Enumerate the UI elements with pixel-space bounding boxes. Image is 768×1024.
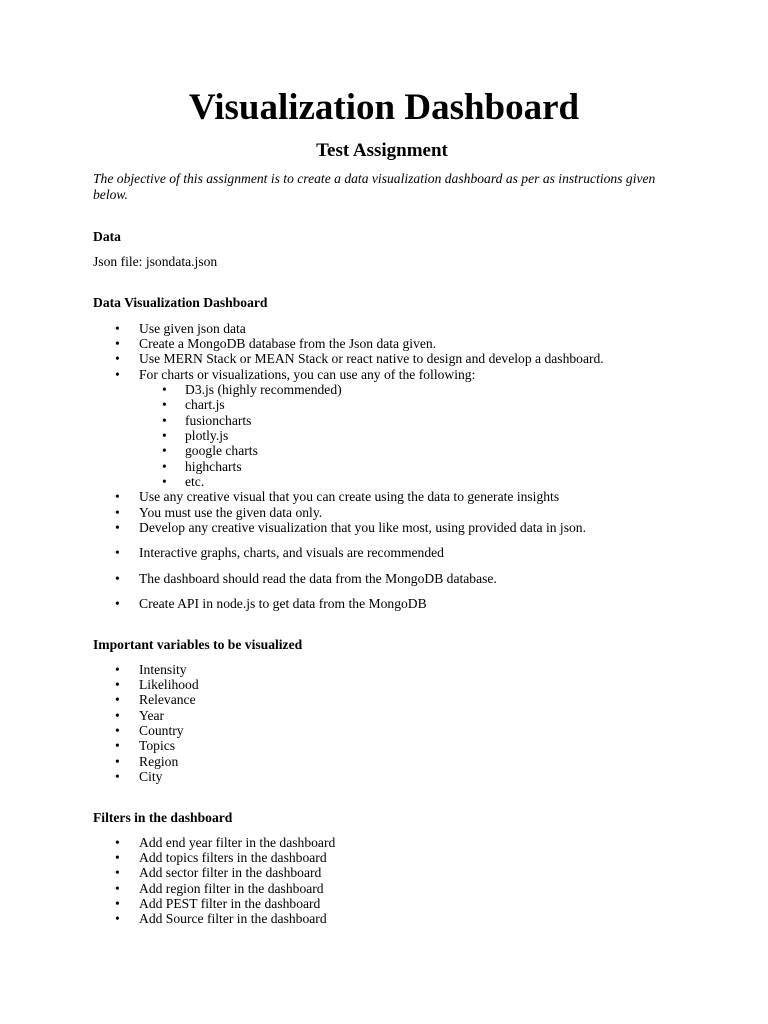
- variable-list-item: • Topics: [139, 738, 175, 754]
- chart-library-item: • etc.: [185, 474, 204, 490]
- filter-list-item: • Add sector filter in the dashboard: [139, 865, 321, 881]
- objective-text: The objective of this assignment is to create a data visualization dashboard as per as instructions given below.: [93, 171, 656, 202]
- chart-library-item: • fusioncharts: [185, 413, 251, 429]
- chart-library-item: • chart.js: [185, 397, 225, 413]
- filter-list-item: • Add Source filter in the dashboard: [139, 911, 327, 927]
- document-subtitle: Test Assignment: [316, 140, 448, 161]
- document-title: Visualization Dashboard: [188, 87, 580, 128]
- dashboard-list-item: • Interactive graphs, charts, and visuals are recommended: [139, 545, 444, 561]
- dashboard-list-item: • You must use the given data only.: [139, 505, 322, 521]
- dashboard-list-item: • Create a MongoDB database from the Json data given.: [139, 336, 436, 352]
- dashboard-list-item: • Use any creative visual that you can create using the data to generate insights: [139, 489, 559, 505]
- chart-library-item: • plotly.js: [185, 428, 228, 444]
- chart-library-item: • google charts: [185, 443, 258, 459]
- variable-list-item: • Region: [139, 754, 178, 770]
- variable-list-item: • City: [139, 769, 162, 785]
- data-heading: Data: [93, 229, 121, 244]
- dashboard-list-item: • Develop any creative visualization that you like most, using provided data in json.: [139, 520, 586, 536]
- dashboard-list-item: • Use MERN Stack or MEAN Stack or react native to design and develop a dashboard.: [139, 351, 604, 367]
- variable-list-item: • Likelihood: [139, 677, 199, 693]
- filter-list-item: • Add end year filter in the dashboard: [139, 835, 335, 851]
- json-file-text: Json file: jsondata.json: [93, 254, 218, 269]
- chart-library-item: • D3.js (highly recommended): [185, 382, 342, 398]
- variable-list-item: • Country: [139, 723, 184, 739]
- variables-heading: Important variables to be visualized: [93, 637, 303, 652]
- filter-list-item: • Add topics filters in the dashboard: [139, 850, 327, 866]
- variable-list-item: • Relevance: [139, 692, 196, 708]
- dashboard-list-item: • Use given json data: [139, 321, 246, 337]
- variable-list-item: • Intensity: [139, 662, 187, 678]
- dashboard-list-item: • The dashboard should read the data from the MongoDB database.: [139, 571, 497, 587]
- variable-list-item: • Year: [139, 708, 164, 724]
- chart-library-item: • highcharts: [185, 459, 242, 475]
- dashboard-heading: Data Visualization Dashboard: [93, 295, 268, 310]
- dashboard-list-item: • Create API in node.js to get data from the MongoDB: [139, 596, 427, 612]
- filter-list-item: • Add PEST filter in the dashboard: [139, 896, 320, 912]
- filters-heading: Filters in the dashboard: [93, 810, 233, 825]
- filter-list-item: • Add region filter in the dashboard: [139, 881, 324, 897]
- dashboard-list-item: • For charts or visualizations, you can use any of the following:: [139, 367, 475, 383]
